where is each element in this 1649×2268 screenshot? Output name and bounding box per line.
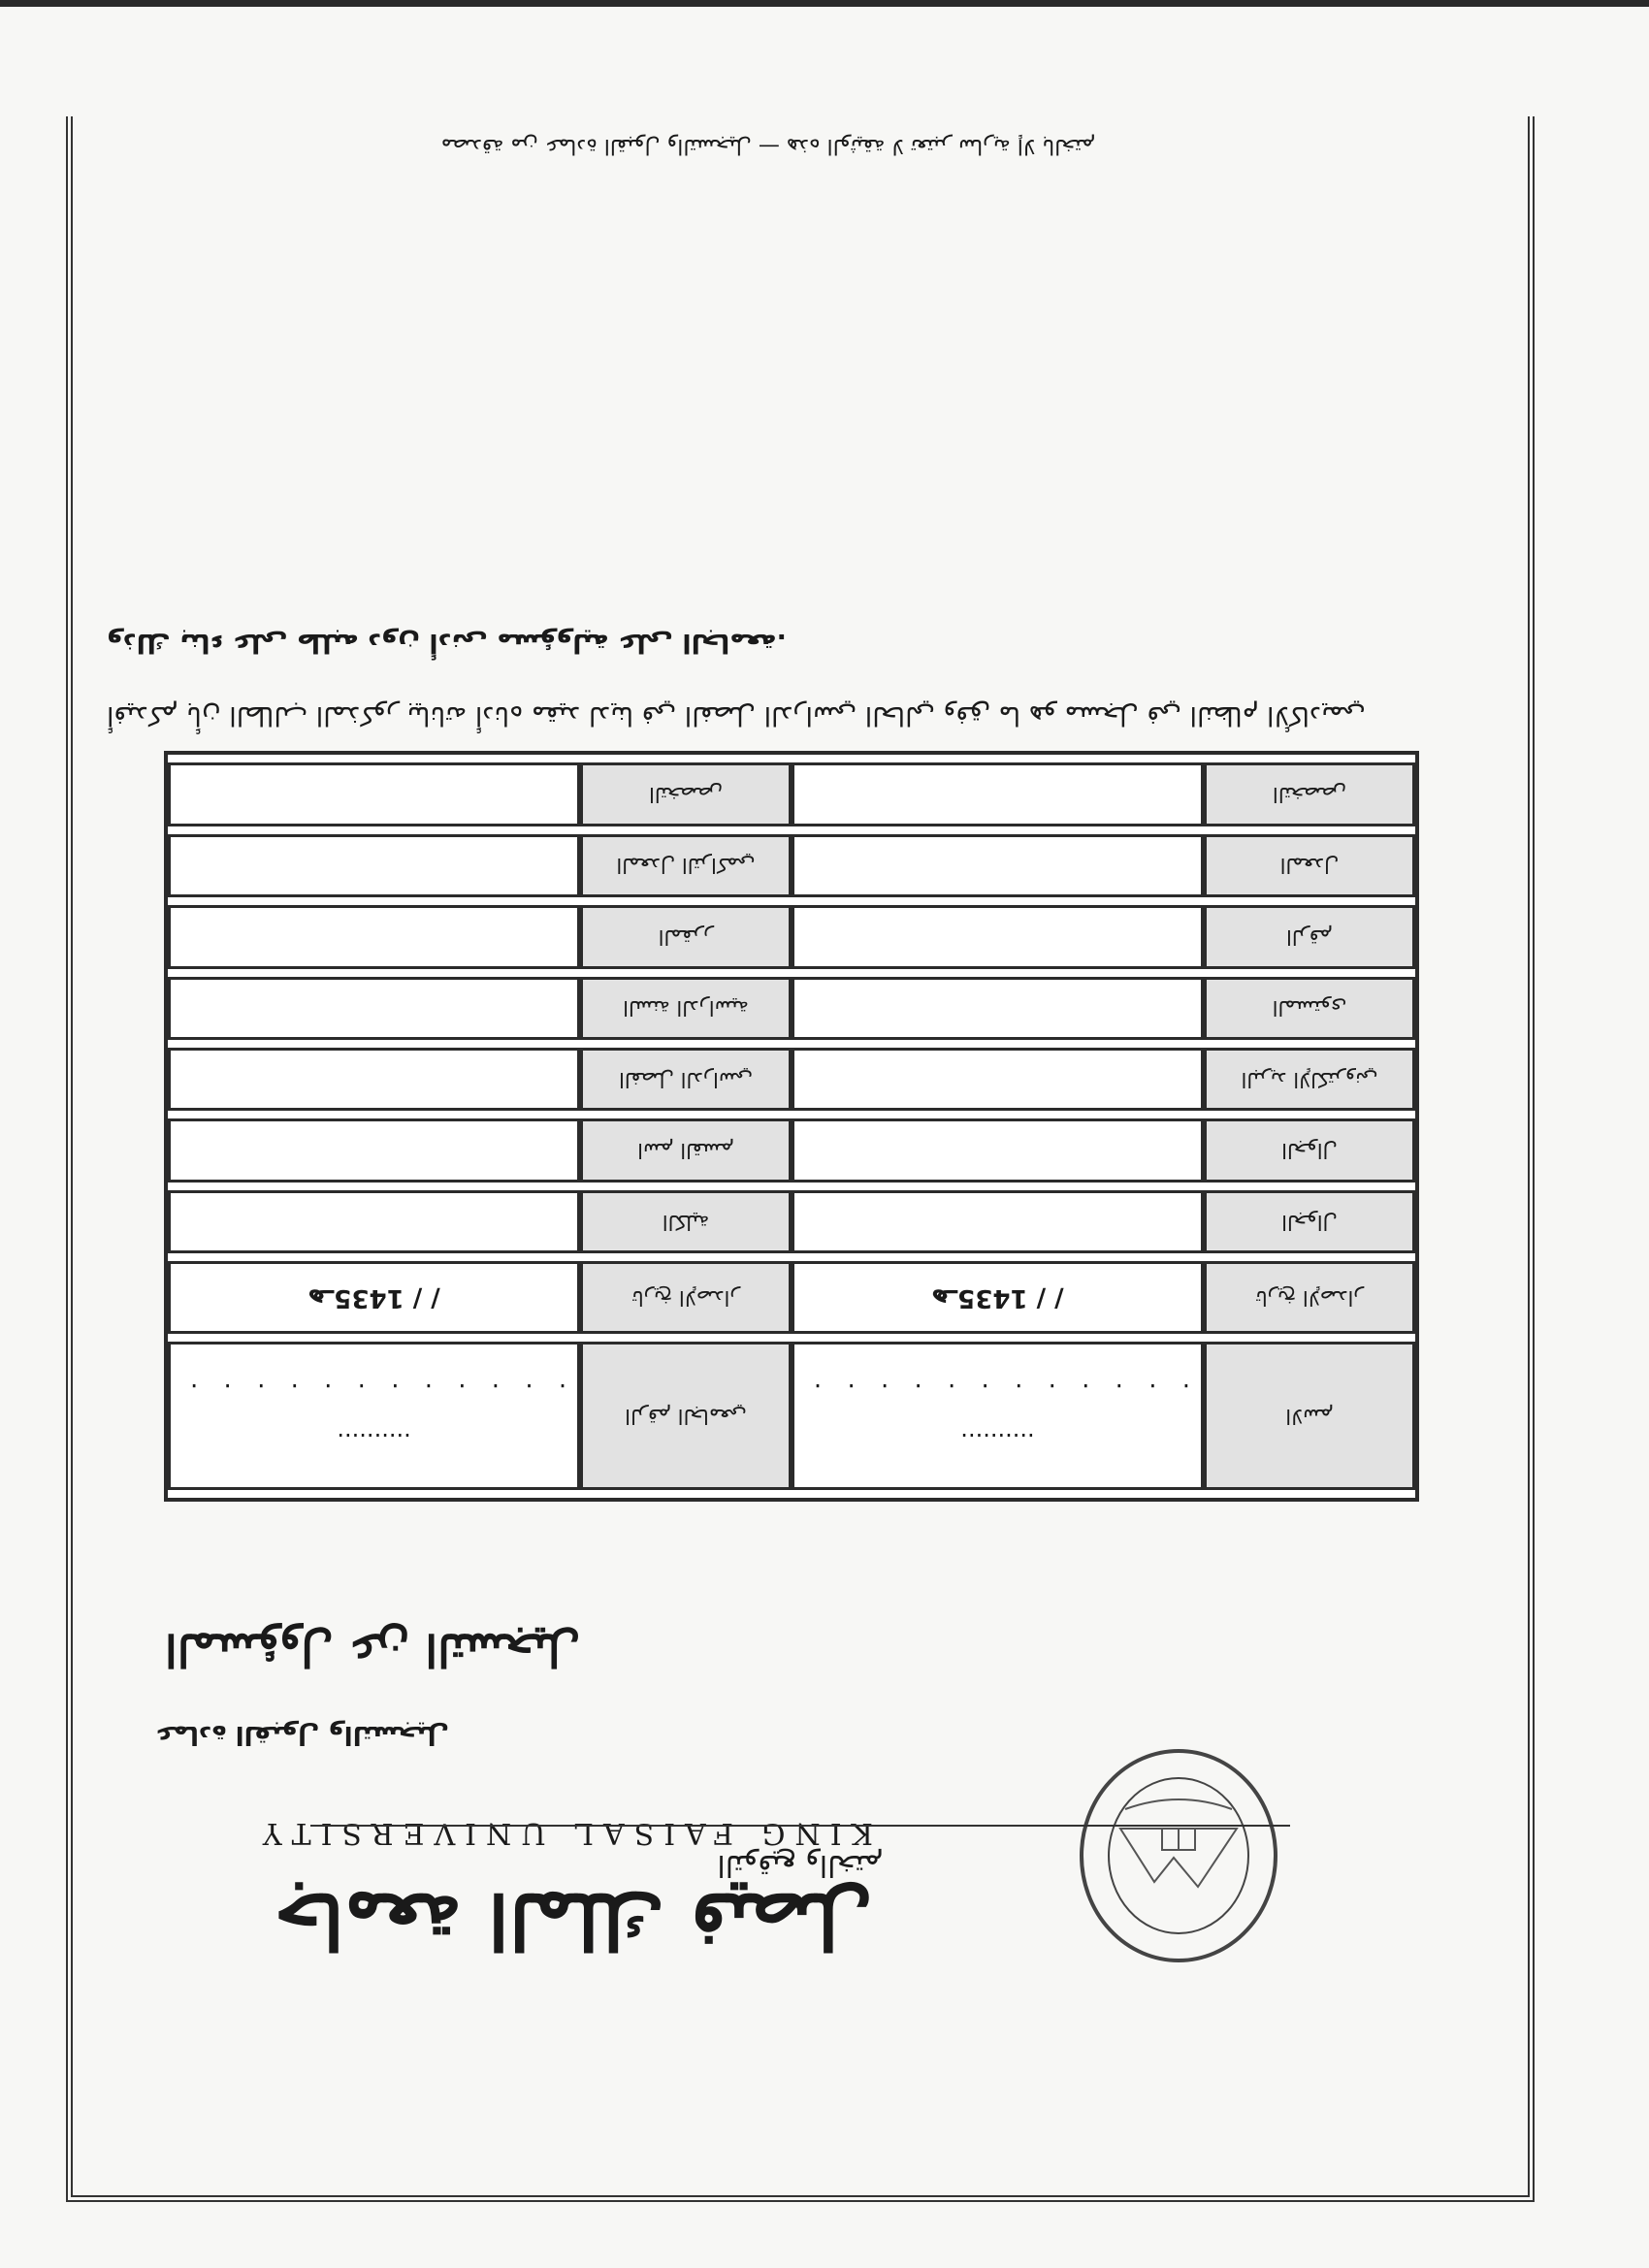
dotted-fill-line: . . . . . . . . . . . . xyxy=(804,1377,1190,1407)
field-label-text: الجوال xyxy=(1281,1139,1338,1163)
field-label-text: الاسم xyxy=(1285,1404,1334,1428)
field-value-text: / / 1435هـ xyxy=(307,1282,440,1312)
field-label xyxy=(580,1048,792,1111)
field-label xyxy=(1204,1048,1415,1111)
table-row xyxy=(168,977,1415,1040)
field-label xyxy=(580,834,792,897)
table-row xyxy=(168,905,1415,968)
table-row xyxy=(168,1190,1415,1253)
field-value[interactable] xyxy=(792,905,1204,968)
field-label-text: الجوال xyxy=(1281,1210,1338,1234)
fill-in-placeholder: .......... xyxy=(337,1427,411,1455)
table-row xyxy=(168,834,1415,897)
field-label xyxy=(1204,1261,1415,1334)
table-row xyxy=(168,762,1415,826)
field-value[interactable] xyxy=(168,905,580,968)
field-label-text: تاريخ الإصدار xyxy=(631,1285,740,1310)
field-label xyxy=(1204,977,1415,1040)
dean-title: عمادة القبول والتسجيل xyxy=(155,1720,450,1749)
field-value[interactable] xyxy=(168,1048,580,1111)
fill-in-placeholder: .......... xyxy=(960,1427,1035,1455)
intro-paragraph-continued: وذلك بناء على طلبه دون أدنى مسؤولية على الجامعة. xyxy=(107,628,787,658)
table-row xyxy=(168,1261,1415,1334)
university-name-arabic: جامعة الملك فيصل xyxy=(274,1876,873,1964)
field-value[interactable] xyxy=(168,977,580,1040)
student-info-table xyxy=(164,751,1419,1502)
field-label-text: السنة الدراسية xyxy=(623,996,749,1021)
field-label-text: المعدل التراكمي xyxy=(616,854,756,878)
field-label xyxy=(580,977,792,1040)
field-label xyxy=(1204,1190,1415,1253)
field-value[interactable] xyxy=(792,834,1204,897)
table-row xyxy=(168,1118,1415,1182)
field-value[interactable] xyxy=(792,762,1204,826)
field-value[interactable] xyxy=(168,834,580,897)
field-label-text: البريد الإلكتروني xyxy=(1241,1067,1378,1091)
field-value[interactable] xyxy=(792,1048,1204,1111)
field-label xyxy=(580,1342,792,1490)
field-label xyxy=(1204,1118,1415,1182)
field-label-text: الكلية xyxy=(662,1210,710,1234)
field-value[interactable] xyxy=(792,1118,1204,1182)
field-label-text: التخصص xyxy=(648,782,724,806)
field-value[interactable] xyxy=(792,1342,1204,1490)
field-label xyxy=(1204,1342,1415,1490)
signature-line xyxy=(310,1825,1290,1827)
field-label-text: المقرر xyxy=(658,924,714,949)
table-row xyxy=(168,1342,1415,1490)
field-label xyxy=(1204,762,1415,826)
field-value[interactable] xyxy=(792,977,1204,1040)
field-value-text: / / 1435هـ xyxy=(931,1282,1064,1312)
dotted-fill-line: . . . . . . . . . . . . xyxy=(181,1377,567,1407)
field-label xyxy=(580,762,792,826)
field-label-text: التخصص xyxy=(1272,782,1347,806)
field-value[interactable] xyxy=(168,762,580,826)
field-label-text: اسم القسم xyxy=(637,1139,734,1163)
footer-note: مصدقة من عمادة القبول والتسجيل — هذه الوثيقة لا تعتبر سارية إلا بالختم xyxy=(440,134,1096,158)
field-label-text: المستوى xyxy=(1272,996,1347,1021)
field-value[interactable] xyxy=(168,1261,580,1334)
field-value[interactable] xyxy=(168,1190,580,1253)
field-value[interactable] xyxy=(792,1261,1204,1334)
field-label xyxy=(1204,905,1415,968)
field-label xyxy=(580,1118,792,1182)
field-label xyxy=(580,905,792,968)
field-label-text: المعدل xyxy=(1279,854,1340,878)
field-label-text: الفصل الدراسي xyxy=(619,1067,753,1091)
field-label-text: الرقم xyxy=(1286,924,1333,949)
registration-officer-title: المسؤول عن التسجيل xyxy=(165,1624,581,1676)
field-label-text: الرقم الجامعي xyxy=(625,1404,747,1428)
field-value[interactable] xyxy=(168,1118,580,1182)
field-label-text: تاريخ الإصدار xyxy=(1255,1285,1364,1310)
field-label xyxy=(580,1261,792,1334)
university-name-english: KING FAISAL UNIVERSITY xyxy=(252,1816,873,1850)
intro-paragraph: أفيدكم بأن الطالب المذكور بياناته أدناه مقيد لدينا في الفصل الدراسي الحالي وفق ما هو مسجل في النظام الأكاديمي xyxy=(107,700,1366,730)
table-row xyxy=(168,1048,1415,1111)
field-label xyxy=(580,1190,792,1253)
field-label xyxy=(1204,834,1415,897)
field-value[interactable] xyxy=(168,1342,580,1490)
field-value[interactable] xyxy=(792,1190,1204,1253)
signature-stamp-label: التوقيع والختم xyxy=(717,1848,884,1882)
